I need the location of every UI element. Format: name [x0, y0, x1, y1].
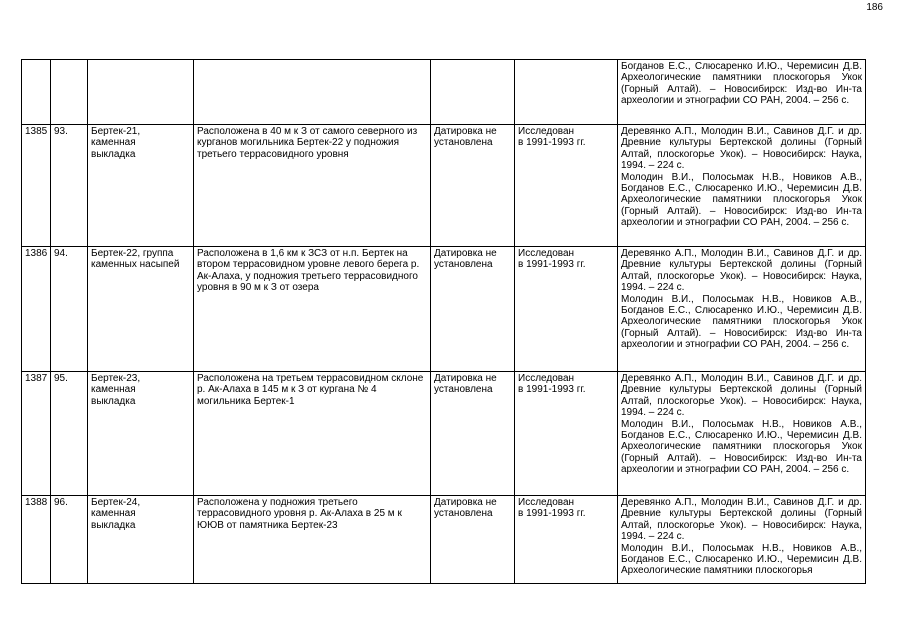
registry-number-cell: 1386 — [22, 247, 51, 372]
location-cell — [194, 60, 431, 125]
literature-cell: Деревянко А.П., Молодин В.И., Савинов Д.Г. и др. Древние культуры Бертекской долины (Горный Алтай, плоскогорье Укок). – Новосибирск: Наука, 1994. – 224 с. Молодин В.И., Полосьмак Н.В., Новиков А.В., Богданов Е.С., Слюсаренко И.Ю., Черемисин Д.В. Археологические памятники плоскогорья Укок (Горный Алтай). – Новосибирск: Изд-во Ин-та археологии и этнографии СО РАН, 2004. – 256 с. — [618, 372, 866, 496]
study-cell — [515, 60, 618, 125]
registry-number-cell — [22, 60, 51, 125]
table-row — [22, 496, 866, 584]
sub-number-cell: 95. — [51, 372, 88, 496]
table-row — [22, 372, 866, 496]
sub-number-cell: 93. — [51, 125, 88, 247]
monument-name-cell: Бертек-22, группа каменных насыпей — [88, 247, 194, 372]
study-cell: Исследован в 1991-1993 гг. — [515, 372, 618, 496]
monument-name-cell: Бертек-21, каменная выкладка — [88, 125, 194, 247]
dating-cell — [431, 60, 515, 125]
monument-name-cell — [88, 60, 194, 125]
monument-name-cell: Бертек-23, каменная выкладка — [88, 372, 194, 496]
location-cell: Расположена на третьем террасовидном склоне р. Ак-Алаха в 145 м к З от кургана № 4 могильника Бертек-1 — [194, 372, 431, 496]
dating-cell: Датировка не установлена — [431, 496, 515, 584]
study-cell: Исследован в 1991-1993 гг. — [515, 247, 618, 372]
study-cell: Исследован в 1991-1993 гг. — [515, 125, 618, 247]
dating-cell: Датировка не установлена — [431, 125, 515, 247]
monument-name-cell: Бертек-24, каменная выкладка — [88, 496, 194, 584]
dating-cell: Датировка не установлена — [431, 247, 515, 372]
literature-cell: Деревянко А.П., Молодин В.И., Савинов Д.Г. и др. Древние культуры Бертекской долины (Горный Алтай, плоскогорье Укок). – Новосибирск: Наука, 1994. – 224 с. Молодин В.И., Полосьмак Н.В., Новиков А.В., Богданов Е.С., Слюсаренко И.Ю., Черемисин Д.В. Археологические памятники плоскогорья Укок (Горный Алтай). – Новосибирск: Изд-во Ин-та археологии и этнографии СО РАН, 2004. – 256 с. — [618, 247, 866, 372]
literature-cell: Богданов Е.С., Слюсаренко И.Ю., Черемисин Д.В. Археологические памятники плоскогорья Укок (Горный Алтай). – Новосибирск: Изд-во Ин-та археологии и этнографии СО РАН, 2004. – 256 с. — [618, 60, 866, 125]
registry-number-cell: 1388 — [22, 496, 51, 584]
location-cell: Расположена в 40 м к З от самого северного из курганов могильника Бертек-22 у подножия третьего террасовидного уровня — [194, 125, 431, 247]
location-cell: Расположена в 1,6 км к ЗСЗ от н.п. Бертек на втором террасовидном уровне левого берега р. Ак-Алаха, у подножия третьего террасовидного уровня в 90 м к З от озера — [194, 247, 431, 372]
literature-cell: Деревянко А.П., Молодин В.И., Савинов Д.Г. и др. Древние культуры Бертекской долины (Горный Алтай, плоскогорье Укок). – Новосибирск: Наука, 1994. – 224 с. Молодин В.И., Полосьмак Н.В., Новиков А.В., Богданов Е.С., Слюсаренко И.Ю., Черемисин Д.В. Археологические памятники плоскогорья — [618, 496, 866, 584]
page-number: 186 — [866, 2, 883, 13]
table-row — [22, 125, 866, 247]
location-cell: Расположена у подножия третьего террасовидного уровня р. Ак-Алаха в 25 м к ЮЮВ от памятника Бертек-23 — [194, 496, 431, 584]
study-cell: Исследован в 1991-1993 гг. — [515, 496, 618, 584]
sub-number-cell: 96. — [51, 496, 88, 584]
sub-number-cell — [51, 60, 88, 125]
registry-number-cell: 1385 — [22, 125, 51, 247]
sub-number-cell: 94. — [51, 247, 88, 372]
literature-cell: Деревянко А.П., Молодин В.И., Савинов Д.Г. и др. Древние культуры Бертекской долины (Горный Алтай, плоскогорье Укок). – Новосибирск: Наука, 1994. – 224 с. Молодин В.И., Полосьмак Н.В., Новиков А.В., Богданов Е.С., Слюсаренко И.Ю., Черемисин Д.В. Археологические памятники плоскогорья Укок (Горный Алтай). – Новосибирск: Изд-во Ин-та археологии и этнографии СО РАН, 2004. – 256 с. — [618, 125, 866, 247]
table-row — [22, 60, 866, 125]
table-row — [22, 247, 866, 372]
monuments-table — [21, 59, 866, 584]
registry-number-cell: 1387 — [22, 372, 51, 496]
dating-cell: Датировка не установлена — [431, 372, 515, 496]
